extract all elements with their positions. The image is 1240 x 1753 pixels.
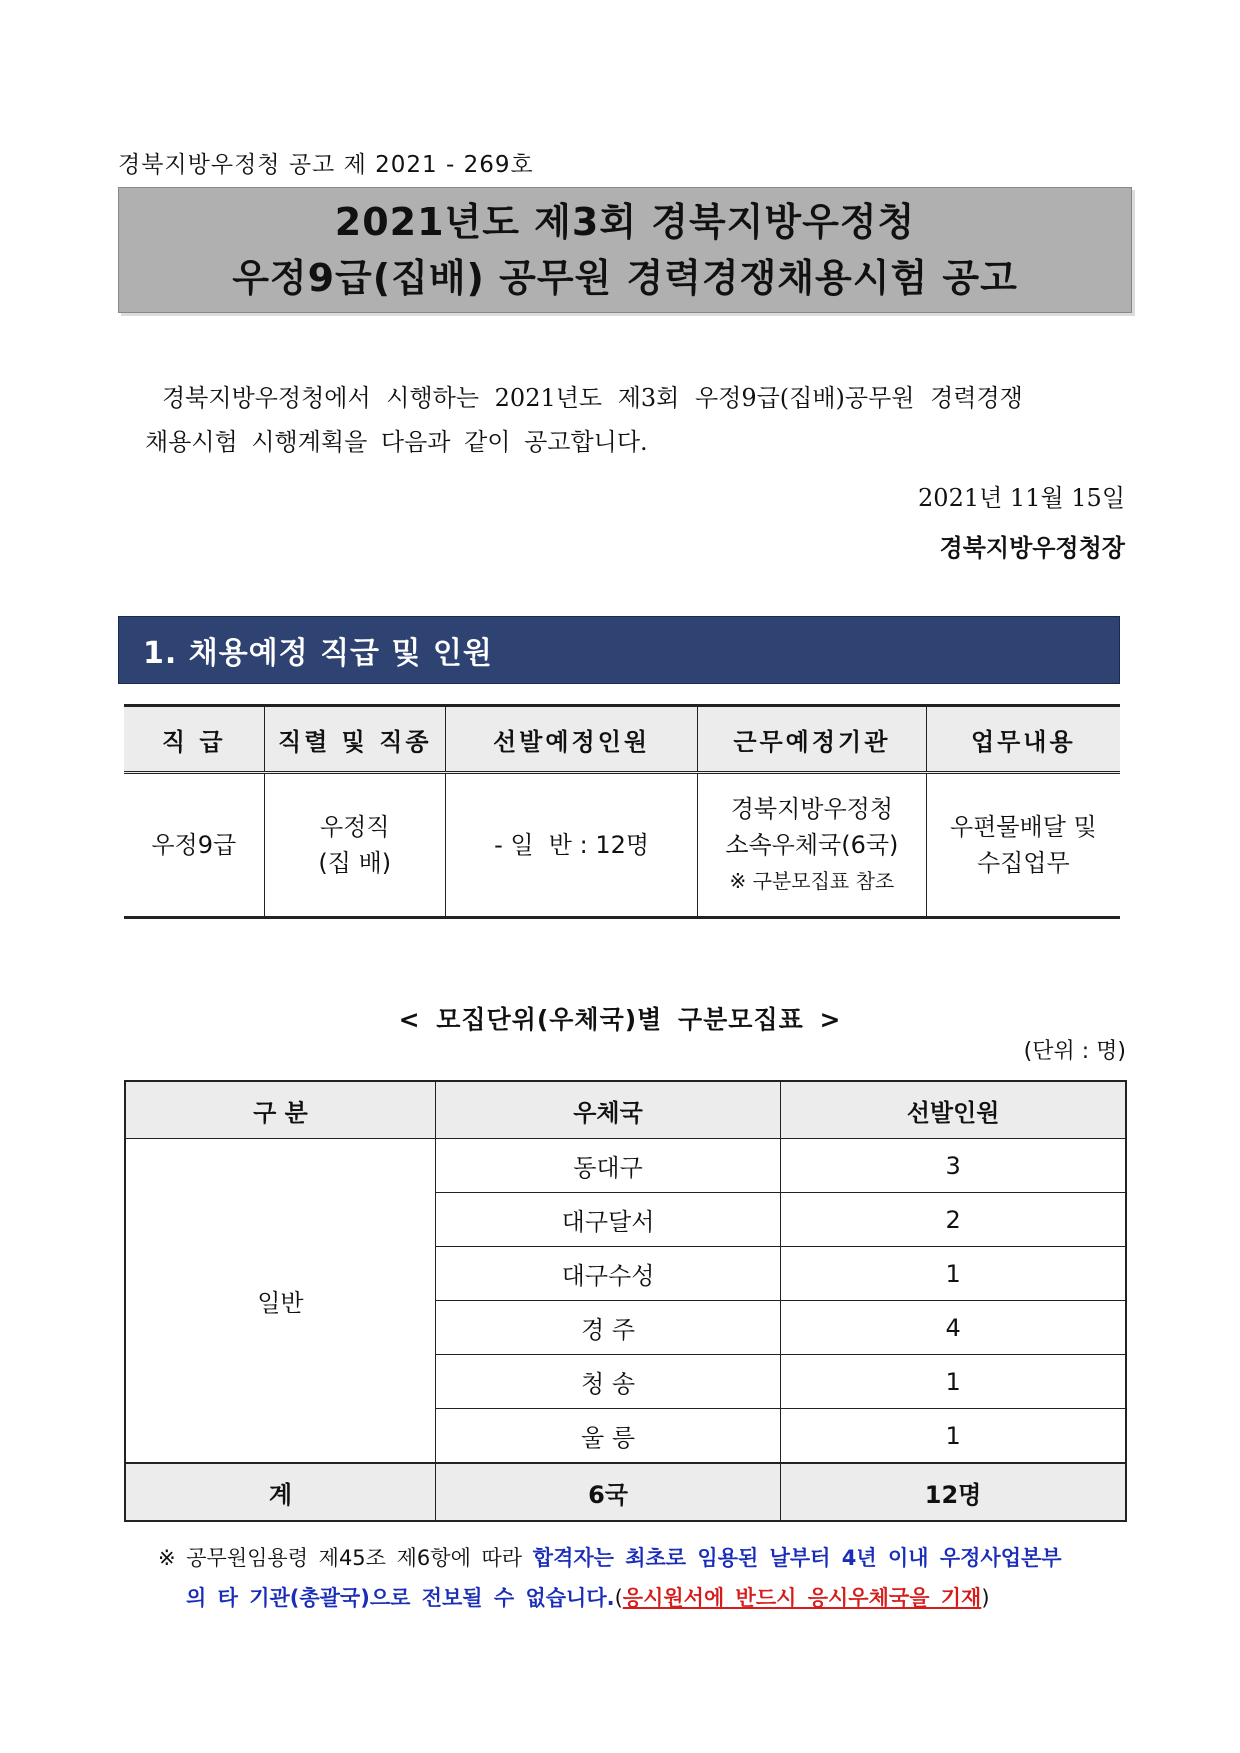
agency-line-1: 경북지방우정청 xyxy=(730,795,894,823)
agency-line-2: 소속우체국(6국) xyxy=(725,831,899,859)
series-line-2: (집 배) xyxy=(318,849,392,877)
total-label: 계 xyxy=(125,1463,435,1521)
cell-office: 대구수성 xyxy=(435,1247,780,1301)
position-table xyxy=(124,704,1120,919)
title-line-1: 2021년도 제3회 경북지방우정청 xyxy=(334,200,916,244)
header-series: 직렬 및 직종 xyxy=(264,706,445,773)
table-row xyxy=(125,1139,1126,1193)
header-count: 선발예정인원 xyxy=(446,706,698,773)
duty-line-1: 우편물배달 및 xyxy=(949,813,1097,841)
header-duty: 업무내용 xyxy=(926,706,1120,773)
cell-duty xyxy=(926,773,1120,918)
header-selected: 선발인원 xyxy=(781,1081,1126,1139)
header-agency: 근무예정기관 xyxy=(698,706,927,773)
footnote-bold-2: 의 타 기관(총괄국)으로 전보될 수 없습니다. xyxy=(186,1586,615,1610)
series-line-1: 우정직 xyxy=(319,813,390,841)
cell-count: 1 xyxy=(781,1409,1126,1464)
cell-category: 일반 xyxy=(125,1139,435,1464)
total-row xyxy=(125,1463,1126,1521)
footnote-line-1 xyxy=(158,1538,1138,1578)
cell-count: 1 xyxy=(781,1247,1126,1301)
intro-line-1: 경북지방우정청에서 시행하는 2021년도 제3회 우정9급(집배)공무원 경력경쟁 xyxy=(162,384,1023,412)
footnote xyxy=(158,1538,1138,1618)
notice-number: 경북지방우정청 공고 제 2021 - 269호 xyxy=(118,152,534,178)
notice-date: 2021년 11월 15일 xyxy=(918,484,1125,512)
title-box xyxy=(118,187,1132,313)
cell-count: 2 xyxy=(781,1193,1126,1247)
position-table-header xyxy=(124,706,1120,773)
section-heading-1 xyxy=(118,616,1120,684)
intro-paragraph xyxy=(145,376,1130,464)
intro-line-2: 채용시험 시행계획을 다음과 같이 공고합니다. xyxy=(145,428,648,456)
duty-line-2: 수집업무 xyxy=(976,849,1070,877)
recruit-table-caption: < 모집단위(우체국)별 구분모집표 > xyxy=(398,1005,842,1034)
cell-count: 3 xyxy=(781,1139,1126,1193)
cell-count xyxy=(446,773,698,918)
cell-count: 4 xyxy=(781,1301,1126,1355)
footnote-prefix: ※ 공무원임용령 제45조 제6항에 따라 xyxy=(158,1546,533,1570)
cell-office: 청 송 xyxy=(435,1355,780,1409)
cell-office: 울 릉 xyxy=(435,1409,780,1464)
cell-office: 경 주 xyxy=(435,1301,780,1355)
unit-label: (단위 : 명) xyxy=(1023,1039,1126,1064)
total-offices: 6국 xyxy=(435,1463,780,1521)
count-text: - 일 반 : 12명 xyxy=(494,831,650,859)
title-line-2: 우정9급(집배) 공무원 경력경쟁채용시험 공고 xyxy=(232,256,1018,300)
footnote-paren-open: ( xyxy=(614,1586,623,1610)
agency-note: ※ 구분모집표 참조 xyxy=(729,869,895,893)
header-office: 우체국 xyxy=(435,1081,780,1139)
footnote-line-2 xyxy=(158,1578,1138,1618)
total-count: 12명 xyxy=(781,1463,1126,1521)
footnote-red: 응시원서에 반드시 응시우체국을 기재 xyxy=(622,1586,982,1610)
footnote-bold-1: 합격자는 최초로 임용된 날부터 4년 이내 우정사업본부 xyxy=(532,1546,1062,1570)
footnote-paren-close: ) xyxy=(981,1586,990,1610)
header-grade: 직 급 xyxy=(124,706,264,773)
position-table-row xyxy=(124,773,1120,918)
cell-agency xyxy=(698,773,927,918)
section-title: 1. 채용예정 직급 및 인원 xyxy=(143,636,493,671)
recruit-table-header xyxy=(125,1081,1126,1139)
cell-series xyxy=(264,773,445,918)
cell-office: 동대구 xyxy=(435,1139,780,1193)
cell-office: 대구달서 xyxy=(435,1193,780,1247)
signer: 경북지방우정청장 xyxy=(939,533,1125,562)
header-category: 구 분 xyxy=(125,1081,435,1139)
cell-count: 1 xyxy=(781,1355,1126,1409)
recruit-table xyxy=(124,1080,1127,1522)
cell-grade: 우정9급 xyxy=(124,773,264,918)
